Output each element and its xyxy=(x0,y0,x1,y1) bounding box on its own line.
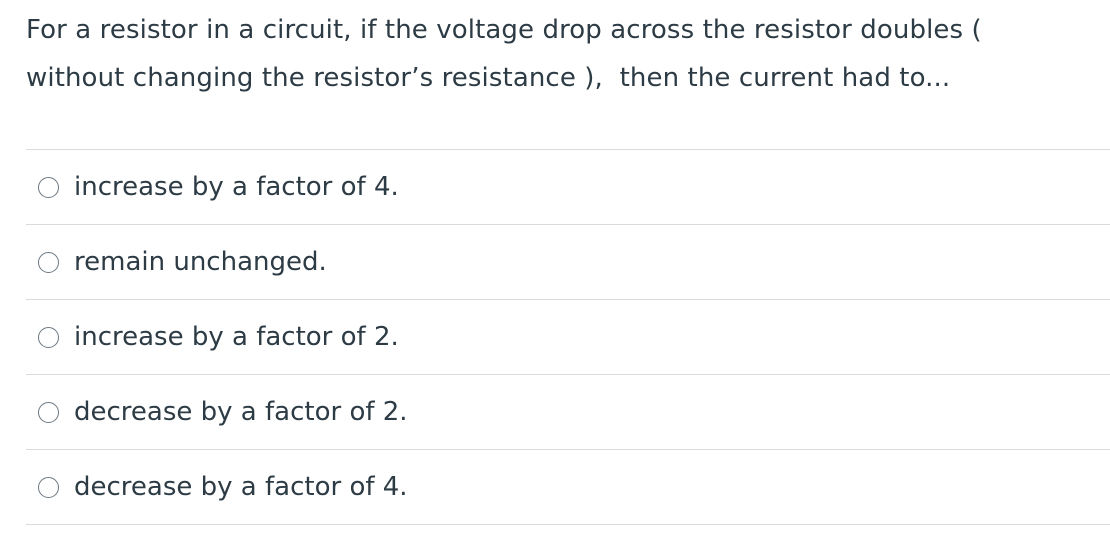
question-line-1: For a resistor in a circuit, if the voltage drop across the resistor doubles ( xyxy=(26,15,982,45)
answer-label-4[interactable]: decrease by a factor of 2. xyxy=(74,397,408,427)
radio-button-4[interactable] xyxy=(38,402,59,423)
question-text xyxy=(26,6,1096,102)
answer-list xyxy=(26,149,1110,525)
radio-button-2[interactable] xyxy=(38,252,59,273)
radio-button-1[interactable] xyxy=(38,177,59,198)
radio-button-3[interactable] xyxy=(38,327,59,348)
answer-label-2[interactable]: remain unchanged. xyxy=(74,247,327,277)
radio-button-5[interactable] xyxy=(38,477,59,498)
answer-option-1[interactable] xyxy=(26,150,1110,225)
answer-option-5[interactable] xyxy=(26,450,1110,525)
answer-label-1[interactable]: increase by a factor of 4. xyxy=(74,172,399,202)
answer-option-3[interactable] xyxy=(26,300,1110,375)
answer-label-3[interactable]: increase by a factor of 2. xyxy=(74,322,399,352)
answer-label-5[interactable]: decrease by a factor of 4. xyxy=(74,472,408,502)
answer-option-4[interactable] xyxy=(26,375,1110,450)
answer-option-2[interactable] xyxy=(26,225,1110,300)
question-line-2: without changing the resistor’s resistance ), then the current had to... xyxy=(26,63,951,93)
